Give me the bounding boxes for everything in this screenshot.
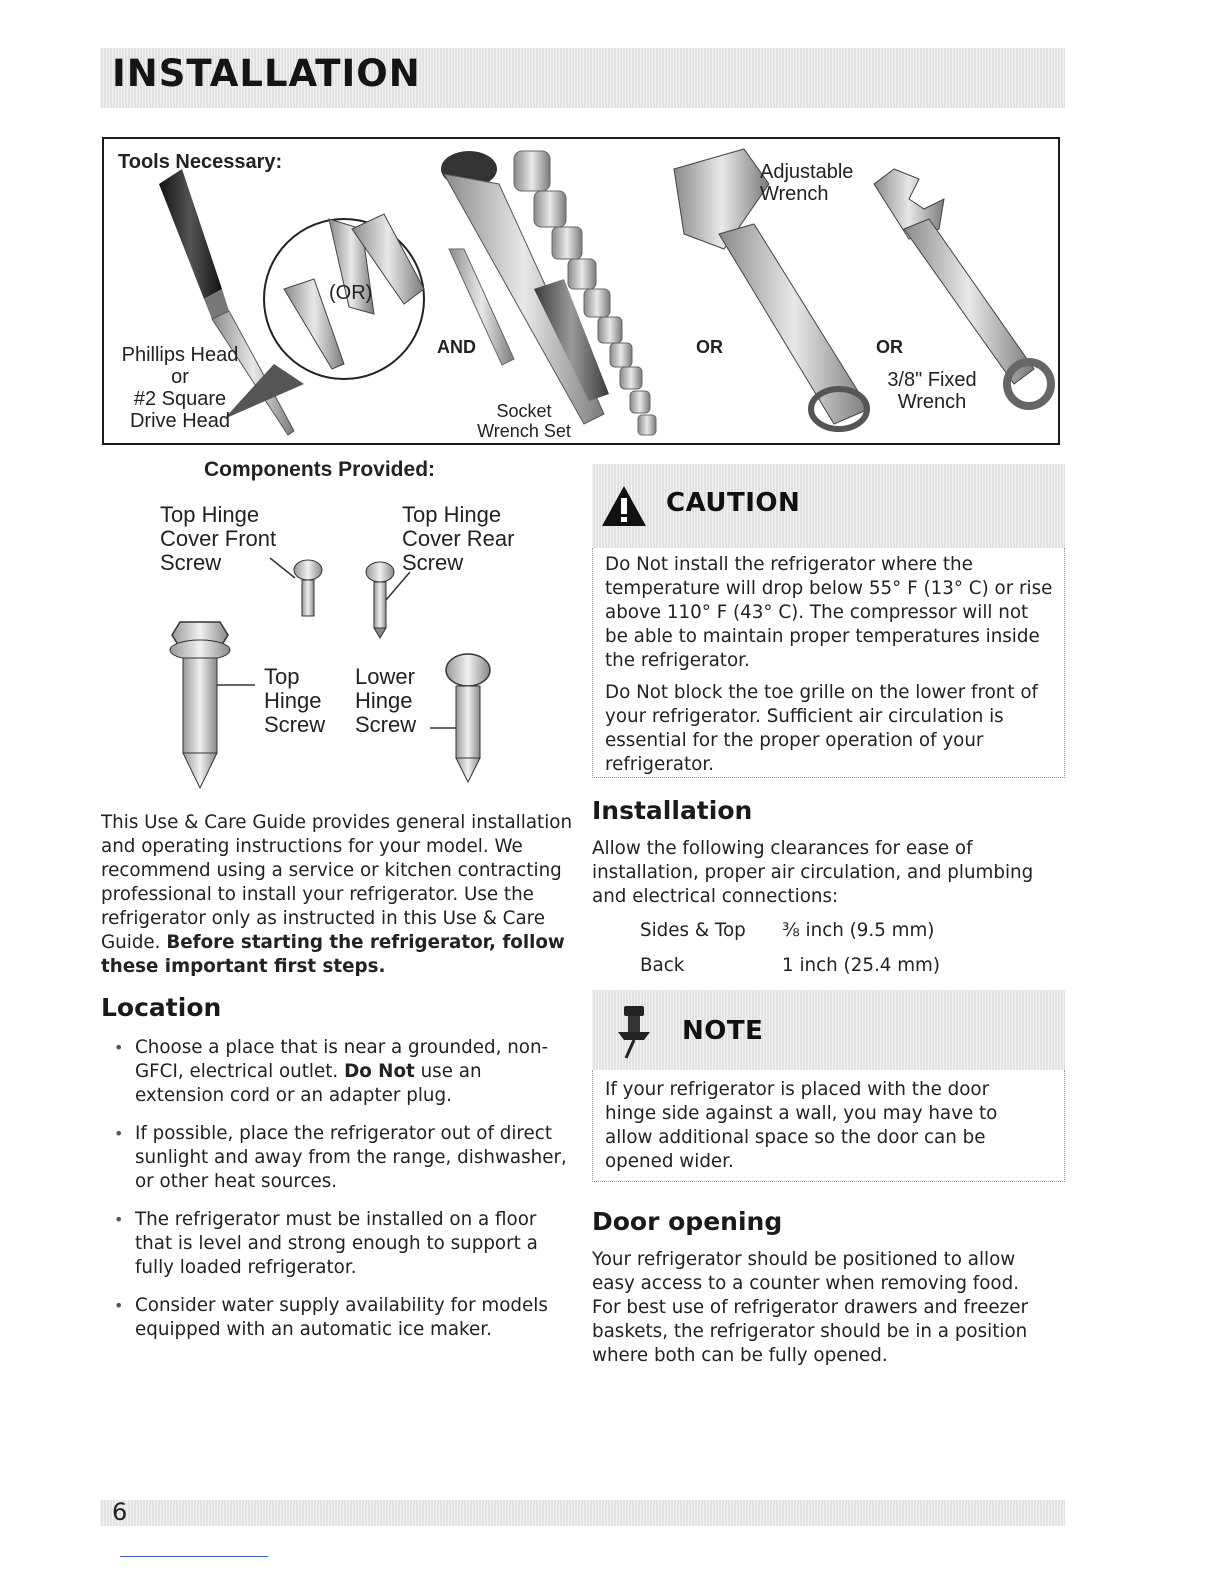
cover-front-screw-icon	[270, 558, 322, 616]
pushpin-icon	[614, 1004, 654, 1060]
top-hinge-screw-label: Top Hinge Screw	[264, 664, 326, 737]
cover-front-screw-label: Top Hinge Cover Front Screw	[160, 502, 277, 575]
clearance-sides-value: ⅜ inch (9.5 mm)	[782, 920, 935, 941]
note-title: NOTE	[682, 1016, 764, 1046]
fixed-wrench-label: 3/8" Fixed Wrench	[887, 369, 977, 413]
location-heading: Location	[101, 993, 222, 1022]
list-item: • The refrigerator must be installed on a floor that is level and strong enough to support a fully loaded refrigerator.	[101, 1208, 571, 1280]
screwdriver-bits-icon	[224, 214, 424, 419]
note-text: If your refrigerator is placed with the door hinge side against a wall, you may have to allow additional space so the door can be opened wider.	[605, 1079, 998, 1172]
page-number: 6	[112, 1498, 128, 1526]
page-title: INSTALLATION	[112, 52, 421, 95]
lower-hinge-screw-label: Lower Hinge Screw	[355, 664, 417, 737]
or-label-1: OR	[696, 337, 723, 357]
warning-icon	[600, 484, 648, 528]
note-header	[592, 990, 1065, 1070]
clearance-back-value: 1 inch (25.4 mm)	[782, 955, 940, 976]
list-item: • Consider water supply availability for models equipped with an automatic ice maker.	[101, 1294, 571, 1342]
list-item: • Choose a place that is near a grounded, non-GFCI, electrical outlet. Do Not use an extension cord or an adapter plug.	[101, 1036, 571, 1108]
door-opening-text: Your refrigerator should be positioned to allow easy access to a counter when removing food. For best use of refrigerator drawers and freezer baskets, the refrigerator should be in a position where both can be fully opened.	[592, 1249, 1028, 1366]
screwdriver-label: Phillips Head or #2 Square Drive Head	[121, 344, 239, 432]
caution-header	[592, 464, 1065, 548]
lower-hinge-screw-icon	[430, 654, 490, 782]
door-opening-heading: Door opening	[592, 1207, 783, 1236]
location-list	[101, 1036, 571, 1356]
tools-box	[102, 137, 1060, 445]
note-body	[592, 1070, 1065, 1182]
header-banner	[100, 48, 1065, 108]
and-label: AND	[437, 337, 476, 357]
components-title: Components Provided:	[204, 458, 436, 481]
cover-rear-screw-label: Top Hinge Cover Rear Screw	[402, 502, 515, 575]
tools-heading: Tools Necessary:	[118, 151, 283, 173]
adjustable-wrench-label: Adjustable Wrench	[760, 161, 854, 205]
clearance-back-label: Back	[640, 955, 685, 976]
or-label-2: OR	[876, 337, 903, 357]
footer-rule	[120, 1556, 268, 1557]
list-item: • If possible, place the refrigerator out of direct sunlight and away from the range, dishwasher, or other heat sources.	[101, 1122, 571, 1194]
installation-heading: Installation	[592, 796, 753, 825]
components-illustration	[150, 540, 530, 790]
clearance-sides-label: Sides & Top	[640, 920, 746, 941]
caution-title: CAUTION	[666, 488, 801, 518]
socket-wrench-label: Socket Wrench Set	[477, 401, 571, 441]
intro-paragraph: This Use & Care Guide provides general installation and operating instructions for your model. We recommend using a service or kitchen contracting professional to install your refrigerator. Use the refrigerator only as instructed in this Use & Care Guide. Before starting the refrigerator, follow these important first steps.	[101, 812, 573, 977]
caution-text-2: Do Not block the toe grille on the lower front of your refrigerator. Sufficient air circulation is essential for the proper operation of your refrigerator.	[605, 682, 1038, 775]
top-hinge-screw-icon	[170, 622, 255, 788]
bits-or-label: (OR)	[329, 282, 373, 304]
footer-bar	[100, 1500, 1065, 1526]
installation-text: Allow the following clearances for ease of installation, proper air circulation, and plumbing and electrical connections:	[592, 838, 1034, 907]
caution-text-1: Do Not install the refrigerator where the temperature will drop below 55° F (13° C) or rise above 110° F (43° C). The compressor will not be able to maintain proper temperatures inside the refrigerator.	[605, 554, 1053, 671]
caution-body	[592, 548, 1065, 778]
